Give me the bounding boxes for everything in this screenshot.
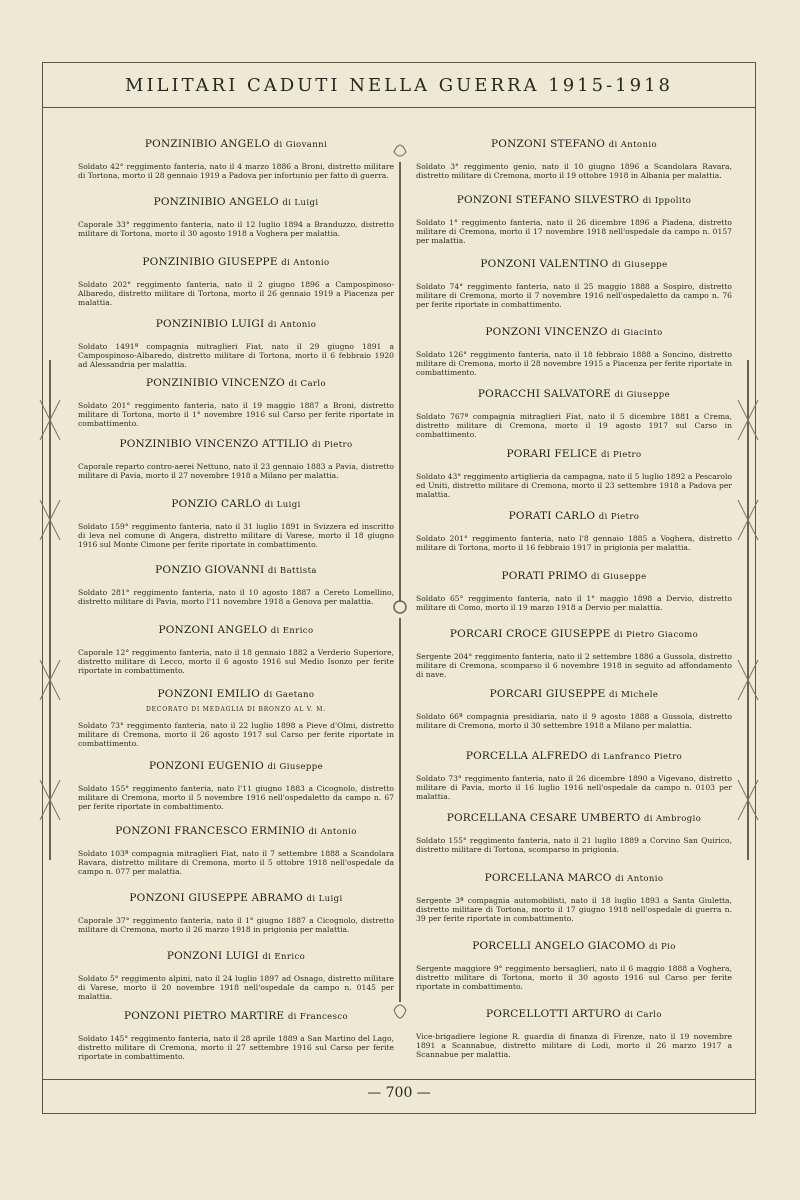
entry — [416, 750, 732, 802]
entry — [416, 1008, 732, 1060]
entry — [416, 812, 732, 854]
entry-patronymic: di Francesco — [287, 1012, 349, 1022]
entry-text: Soldato 103ª compagnia mitraglieri Fiat, nato il 7 settembre 1888 a Scandolara Ravara, distretto militare di Cremona, morto il 5 ottobre 1918 nell'ospedale da campo n. 077 per malattia. — [78, 849, 394, 877]
entry-text: Soldato 281° reggimento fanteria, nato il 10 agosto 1887 a Cereto Lomellino, distretto militare di Pavia, morto l'11 novembre 1918 a Genova per malattia. — [78, 588, 394, 607]
entry-text: Soldato 202° reggimento fanteria, nato il 2 giugno 1896 a Campospinoso-Albaredo, distretto militare di Tortona, morto il 26 gennaio 1919 a Piacenza per malattia. — [78, 280, 394, 308]
entry-patronymic: di Ippolito — [642, 196, 692, 206]
entry-patronymic: di Carlo — [624, 1010, 662, 1020]
entry-text: Caporale 37° reggimento fanteria, nato il 1° giugno 1887 a Cicognolo, distretto militare di Cremona, morto il 26 marzo 1918 in prigionia per malattia. — [78, 916, 394, 935]
entry-text: Caporale 12° reggimento fanteria, nato il 18 gennaio 1882 a Verderio Superiore, distretto militare di Lecco, morto il 6 agosto 1916 sul Medio Isonzo per ferite riportate in combattimento. — [78, 648, 394, 676]
entry-name: PONZINIBIO VINCENZO — [145, 377, 285, 389]
entry-name: PONZONI VALENTINO — [480, 258, 609, 270]
page-number: — 700 — — [367, 1085, 431, 1101]
entry — [78, 196, 394, 238]
entry-patronymic: di Antonio — [608, 140, 657, 150]
entry-name: PONZINIBIO ANGELO — [153, 196, 279, 208]
entry-patronymic: di Michele — [609, 690, 659, 700]
entry — [416, 138, 732, 180]
entry-patronymic: di Antonio — [308, 827, 357, 837]
right-side-ornament — [736, 360, 760, 860]
entry — [78, 564, 394, 606]
entry — [78, 624, 394, 676]
header — [43, 63, 755, 108]
entry-patronymic: di Ambrogio — [643, 814, 702, 824]
entry-name: PORCARI GIUSEPPE — [489, 688, 606, 700]
entry-patronymic: di Lanfranco Pietro — [591, 752, 683, 762]
entry-text: Soldato 155° reggimento fanteria, nato l'11 giugno 1883 a Cicognolo, distretto militare di Cremona, morto il 5 novembre 1916 nell'ospedaletto da campo n. 67 per ferite riportate in combattimento. — [78, 784, 394, 812]
entry-patronymic: di Pio — [648, 942, 676, 952]
entry — [416, 688, 732, 730]
entry-text: Soldato 65° reggimento fanteria, nato il 1° maggio 1898 a Dervio, distretto militare di Como, morto il 19 marzo 1918 a Dervio per malattia. — [416, 594, 732, 613]
entry-name: PORATI CARLO — [508, 510, 596, 522]
entry-patronymic: di Luigi — [306, 894, 343, 904]
entry-text: Caporale reparto contro-aerei Nettuno, nato il 23 gennaio 1883 a Pavia, distretto militare di Pavia, morto il 27 novembre 1918 a Milano per malattia. — [78, 462, 394, 481]
entry — [416, 510, 732, 552]
column-divider-ornament — [392, 142, 408, 1022]
entry-text: Soldato 201° reggimento fanteria, nato l'8 gennaio 1885 a Voghera, distretto militare di Tortona, morto il 16 febbraio 1917 in prigionia per malattia. — [416, 534, 732, 553]
entry — [78, 377, 394, 429]
entry-text: Soldato 3° reggimento genio, nato il 10 giugno 1896 a Scandolara Ravara, distretto militare di Cremona, morto il 19 ottobre 1918 in Albania per malattia. — [416, 162, 732, 181]
entry-name: PORCELLI ANGELO GIACOMO — [472, 940, 646, 952]
entry-text: Soldato 74° reggimento fanteria, nato il 25 maggio 1888 a Sospiro, distretto militare di Cremona, morto il 7 novembre 1916 nell'ospedaletto da campo n. 76 per ferite riportate in combattimento. — [416, 282, 732, 310]
entry-patronymic: di Battista — [267, 566, 317, 576]
entry-text: Caporale 33° reggimento fanteria, nato il 12 luglio 1894 a Branduzzo, distretto militare di Tortona, morto il 30 agosto 1918 a Voghera per malattia. — [78, 220, 394, 239]
entry — [78, 438, 394, 480]
entry — [416, 940, 732, 992]
entry-patronymic: di Enrico — [270, 626, 314, 636]
entry-text: Soldato 1491ª compagnia mitraglieri Fiat, nato il 29 giugno 1891 a Campospinoso-Albaredo, distretto militare di Tortona, morto il 6 febbraio 1920 ad Alessandria per malattia. — [78, 342, 394, 370]
entry-name: PORCELLOTTI ARTURO — [486, 1008, 621, 1020]
entry-patronymic: di Antonio — [267, 320, 317, 330]
entry-name: PONZINIBIO GIUSEPPE — [142, 256, 278, 268]
entry — [78, 318, 394, 370]
footer-rule — [43, 1079, 755, 1080]
entry-name: PONZINIBIO VINCENZO ATTILIO — [119, 438, 309, 450]
entry — [416, 448, 732, 500]
entry-name: PONZONI STEFANO — [491, 138, 606, 150]
entry — [416, 628, 732, 680]
entry-text: Soldato 767ª compagnia mitraglieri Fiat, nato il 5 dicembre 1881 a Crema, distretto militare di Cremona, morto il 19 agosto 1917 sul Carso in combattimento. — [416, 412, 732, 440]
entry-name: PONZIO CARLO — [171, 498, 262, 510]
entry — [416, 258, 732, 310]
entry-name: PONZIO GIOVANNI — [155, 564, 265, 576]
entry — [78, 760, 394, 812]
entry-patronymic: di Giovanni — [273, 140, 328, 150]
entry-patronymic: di Giuseppe — [612, 260, 668, 270]
entry-name: PORACCHI SALVATORE — [477, 388, 611, 400]
entry-patronymic: di Enrico — [262, 952, 306, 962]
entry-patronymic: di Antonio — [281, 258, 330, 268]
entry-patronymic: di Pietro — [598, 512, 640, 522]
entry-name: PORCELLANA MARCO — [484, 872, 612, 884]
entry-text: Sergente 3ª compagnia automobilisti, nato il 18 luglio 1893 a Santa Giuletta, distretto militare di Tortona, morto il 17 giugno 1918 nell'ospedale di guerra n. 39 per ferite riportate in combattimento. — [416, 896, 732, 924]
entry-patronymic: di Gaetano — [263, 690, 315, 700]
entry-decoration: DECORATO DI MEDAGLIA DI BRONZO AL V. M. — [146, 706, 326, 713]
entry — [78, 498, 394, 550]
entry-name: PORCELLANA CESARE UMBERTO — [446, 812, 641, 824]
entry-patronymic: di Giuseppe — [267, 762, 324, 772]
entry-patronymic: di Pietro — [312, 440, 353, 450]
entry-patronymic: di Giacinto — [611, 328, 663, 338]
entry-patronymic: di Luigi — [282, 198, 319, 208]
entry-patronymic: di Giuseppe — [590, 572, 647, 582]
entry-patronymic: di Giuseppe — [614, 390, 671, 400]
entry-text: Soldato 43° reggimento artiglieria da campagna, nato il 5 luglio 1892 a Pescarolo ed Uniti, distretto militare di Cremona, morto il 23 settembre 1918 a Padova per malattia. — [416, 472, 732, 500]
entry — [78, 138, 394, 180]
entry-text: Soldato 73° reggimento fanteria, nato il 22 luglio 1898 a Pieve d'Olmi, distretto militare di Cremona, morto il 26 agosto 1917 sul Carso per ferite riportate in combattimento. — [78, 721, 394, 749]
entry — [416, 570, 732, 612]
entry-text: Soldato 5° reggimento alpini, nato il 24 luglio 1897 ad Osnago, distretto militare di Varese, morto il 20 novembre 1918 nell'ospedale da campo n. 0145 per malattia. — [78, 974, 394, 1002]
entry-patronymic: di Antonio — [615, 874, 664, 884]
entry — [416, 194, 732, 246]
entry-text: Soldato 145° reggimento fanteria, nato il 28 aprile 1889 a San Martino del Lago, distretto militare di Cremona, morto il 27 settembre 1916 sul Carso per ferite riportate in combattimento. — [78, 1034, 394, 1062]
entry — [416, 872, 732, 924]
page-title: MILITARI CADUTI NELLA GUERRA 1915-1918 — [125, 74, 673, 96]
entry-name: PORCARI CROCE GIUSEPPE — [449, 628, 611, 640]
entry-text: Soldato 73° reggimento fanteria, nato il 26 dicembre 1890 a Vigevano, distretto militare di Pavia, morto il 16 luglio 1916 nell'ospedale da campo n. 0103 per malattia. — [416, 774, 732, 802]
entry-name: PORCELLA ALFREDO — [465, 750, 588, 762]
entry-patronymic: di Pietro — [600, 450, 642, 460]
entry-text: Soldato 159° reggimento fanteria, nato il 31 luglio 1891 in Svizzera ed inscritto di leva nel comune di Angera, distretto militare di Varese, morto il 18 giugno 1916 sul Monte Cimone per ferite riportate in combattimento. — [78, 522, 394, 550]
entry — [416, 388, 732, 440]
entry-text: Soldato 66ª compagnia presidiaria, nato il 9 agosto 1888 a Gussola, distretto militare di Cremona, morto il 30 settembre 1918 a Milano per malattia. — [416, 712, 732, 731]
entry — [78, 688, 394, 749]
entry-patronymic: di Luigi — [264, 500, 301, 510]
entry-patronymic: di Carlo — [288, 379, 327, 389]
entry-name: PONZONI EMILIO — [157, 688, 261, 700]
entry-name: PONZINIBIO ANGELO — [144, 138, 271, 150]
entry-text: Sergente 204° reggimento fanteria, nato il 2 settembre 1886 a Gussola, distretto militare di Cremona, scomparso il 6 novembre 1918 in seguito ad affondamento di nave. — [416, 652, 732, 680]
entry — [416, 326, 732, 378]
entry-text: Soldato 126° reggimento fanteria, nato il 18 febbraio 1888 a Soncino, distretto militare di Cremona, morto il 28 novembre 1915 a Piacenza per ferite riportate in combattimento. — [416, 350, 732, 378]
entry-name: PONZINIBIO LUIGI — [155, 318, 265, 330]
entry-name: PORARI FELICE — [506, 448, 598, 460]
entry-text: Soldato 155° reggimento fanteria, nato il 21 luglio 1889 a Corvino San Quirico, distretto militare di Tortona, scomparso in prigionia. — [416, 836, 732, 855]
entry-name: PONZONI FRANCESCO ERMINIO — [115, 825, 305, 837]
entry — [78, 256, 394, 308]
entry-text: Soldato 201° reggimento fanteria, nato il 19 maggio 1887 a Broni, distretto militare di Tortona, morto il 1° novembre 1916 sul Carso per ferite riportate in combattimento. — [78, 401, 394, 429]
entry-name: PONZONI VINCENZO — [485, 326, 608, 338]
entry-name: PONZONI ANGELO — [158, 624, 268, 636]
entry-patronymic: di Pietro Giacomo — [614, 630, 699, 640]
entry-name: PONZONI LUIGI — [166, 950, 259, 962]
entry-name: PONZONI STEFANO SILVESTRO — [456, 194, 640, 206]
entry-name: PORATI PRIMO — [501, 570, 588, 582]
left-side-ornament — [38, 360, 62, 860]
entry-text: Sergente maggiore 9° reggimento bersaglieri, nato il 6 maggio 1888 a Voghera, distretto militare di Tortona, morto il 30 agosto 1916 sul Carso per ferite riportate in combattimento. — [416, 964, 732, 992]
entry-name: PONZONI PIETRO MARTIRE — [123, 1010, 285, 1022]
entry-text: Soldato 42° reggimento fanteria, nato il 4 marzo 1886 a Broni, distretto militare di Tortona, morto il 28 gennaio 1919 a Padova per infortunio per fatto di guerra. — [78, 162, 394, 181]
entry-name: PONZONI EUGENIO — [148, 760, 264, 772]
entry — [78, 950, 394, 1002]
entry — [78, 825, 394, 877]
entry — [78, 892, 394, 934]
entry-name: PONZONI GIUSEPPE ABRAMO — [129, 892, 303, 904]
entry — [78, 1010, 394, 1062]
entry-text: Soldato 1° reggimento fanteria, nato il 26 dicembre 1896 a Piadena, distretto militare di Cremona, morto il 17 novembre 1918 nell'ospedale da campo n. 0157 per malattia. — [416, 218, 732, 246]
entry-text: Vice-brigadiere legione R. guardia di finanza di Firenze, nato il 19 novembre 1891 a Scannabue, distretto militare di Lodi, morto il 26 marzo 1917 a Scannabue per malattia. — [416, 1032, 732, 1060]
